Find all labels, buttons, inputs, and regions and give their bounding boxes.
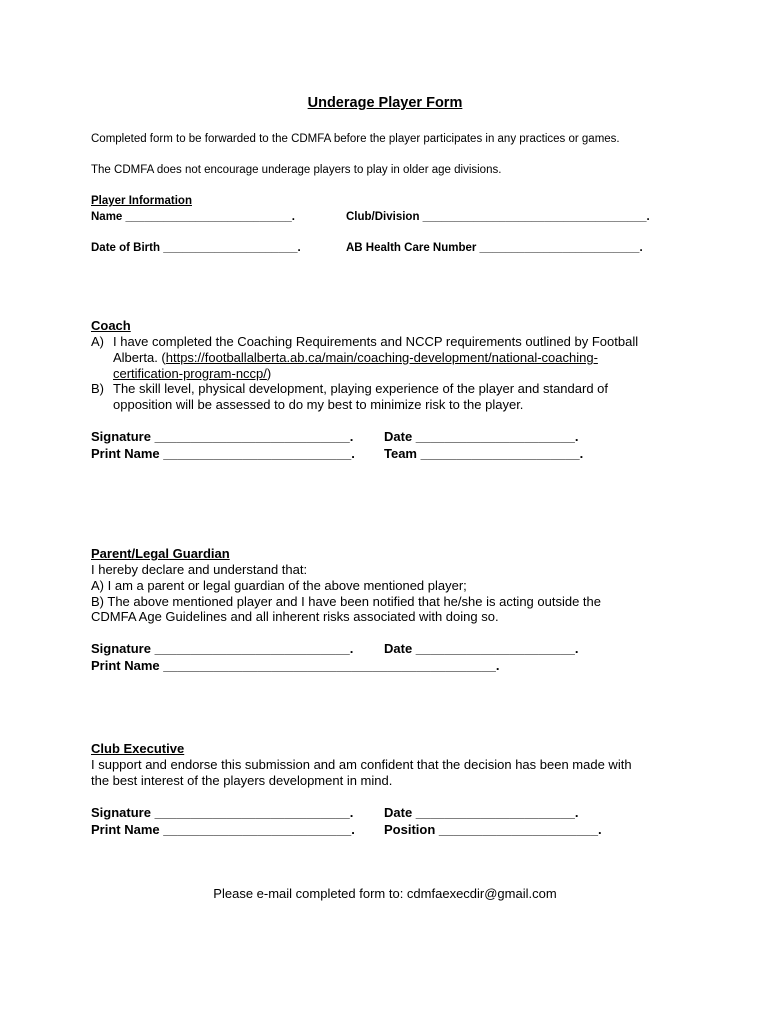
parent-declaration-line2: A) I am a parent or legal guardian of the above mentioned player;: [91, 578, 467, 593]
nccp-link-continued[interactable]: certification-program-nccp/: [113, 366, 267, 381]
coach-item-b-line1: The skill level, physical development, playing experience of the player and standard of: [113, 381, 609, 396]
coach-item-a-marker: A): [91, 334, 104, 349]
coach-item-a-line2: [113, 350, 598, 365]
club-division-field[interactable]: Club/Division ___________________________________.: [346, 211, 650, 223]
coach-item-a-line3: [113, 366, 271, 381]
coach-signature-field[interactable]: Signature ___________________________.: [91, 429, 354, 444]
intro-discouragement-note: The CDMFA does not encourage underage players to play in older age divisions.: [91, 164, 502, 176]
parent-date-field[interactable]: Date ______________________.: [384, 641, 579, 656]
coach-team-field[interactable]: Team ______________________.: [384, 446, 584, 461]
coach-item-a-suffix: ): [266, 366, 272, 381]
coach-heading: Coach: [91, 318, 131, 333]
club-executive-date-field[interactable]: Date ______________________.: [384, 805, 579, 820]
intro-forwarding-note: Completed form to be forwarded to the CDMFA before the player participates in any practices or games.: [91, 133, 620, 145]
parent-declaration-line4: CDMFA Age Guidelines and all inherent risks associated with doing so.: [91, 609, 499, 624]
player-info-heading: Player Information: [91, 195, 192, 207]
coach-item-b-marker: B): [91, 381, 104, 396]
club-executive-position-field[interactable]: Position ______________________.: [384, 822, 602, 837]
player-name-field[interactable]: Name __________________________.: [91, 211, 296, 223]
parent-declaration-line1: I hereby declare and understand that:: [91, 562, 308, 577]
email-instructions: Please e-mail completed form to: cdmfaexecdir@gmail.com: [213, 886, 557, 901]
parent-print-name-field[interactable]: Print Name ______________________________________________.: [91, 658, 500, 673]
club-executive-heading: Club Executive: [91, 741, 185, 756]
health-care-number-field[interactable]: AB Health Care Number _________________________.: [346, 242, 643, 254]
coach-item-b-line2: opposition will be assessed to do my best to minimize risk to the player.: [113, 397, 524, 412]
nccp-link[interactable]: https://footballalberta.ab.ca/main/coaching-development/national-coaching-: [165, 350, 598, 365]
coach-date-field[interactable]: Date ______________________.: [384, 429, 579, 444]
coach-item-a-prefix: Alberta. (: [113, 350, 166, 365]
club-executive-line2: the best interest of the players development in mind.: [91, 773, 393, 788]
parent-heading: Parent/Legal Guardian: [91, 546, 230, 561]
club-executive-line1: I support and endorse this submission and am confident that the decision has been made with: [91, 757, 632, 772]
page-title: Underage Player Form: [307, 95, 463, 111]
coach-print-name-field[interactable]: Print Name __________________________.: [91, 446, 355, 461]
club-executive-print-name-field[interactable]: Print Name __________________________.: [91, 822, 355, 837]
date-of-birth-field[interactable]: Date of Birth _____________________.: [91, 242, 301, 254]
parent-signature-field[interactable]: Signature ___________________________.: [91, 641, 354, 656]
parent-declaration-line3: B) The above mentioned player and I have been notified that he/she is acting outside the: [91, 594, 601, 609]
coach-item-a-line1: I have completed the Coaching Requirements and NCCP requirements outlined by Football: [113, 334, 639, 349]
club-executive-signature-field[interactable]: Signature ___________________________.: [91, 805, 354, 820]
